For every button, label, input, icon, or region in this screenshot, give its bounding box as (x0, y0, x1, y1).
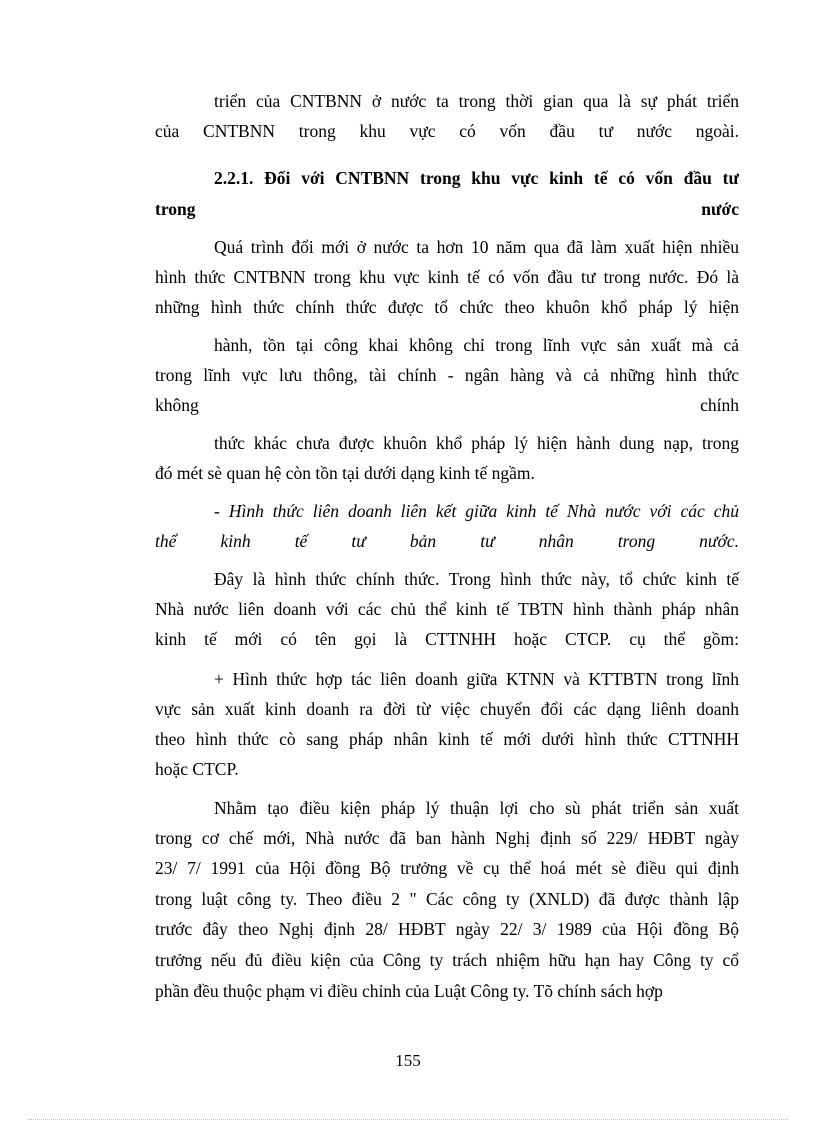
decree-line-3: 23/ 7/ 1991 của Hội đồng Bộ trưởng về cụ thể hoá mét sè điều qui định (155, 858, 739, 878)
italic-item-line-1: - Hình thức liên doanh liên kết giữa kinh tế Nhà nước với các chủ (214, 501, 739, 521)
page-bottom-divider (28, 1119, 788, 1120)
heading-word-nuoc: nước (701, 199, 739, 219)
word-chinh: chính (700, 395, 739, 415)
reform-line-3: những hình thức chính thức được tổ chức theo khuôn khổ pháp lý hiện (155, 297, 739, 317)
italic-word: tư (351, 531, 366, 551)
existing-line-3 (155, 394, 739, 416)
decree-line-1: Nhằm tạo điều kiện pháp lý thuận lợi cho sù phát triển sản xuất (214, 798, 739, 818)
italic-word: thể (155, 531, 177, 551)
decree-line-5: trước đây theo Nghị định 28/ HĐBT ngày 22/ 3/ 1989 của Hội đồng Bộ (155, 919, 739, 939)
official-line-3: kinh tế mới có tên gọi là CTTNHH hoặc CTCP. cụ thể gồm: (155, 629, 739, 649)
page-number: 155 (395, 1051, 421, 1070)
plus-item-line-2: vực sản xuất kinh doanh ra đời từ việc chuyển đổi các dạng liênh doanh (155, 699, 739, 719)
decree-line-2: trong cơ chế mới, Nhà nước đã ban hành Nghị định số 229/ HĐBT ngày (155, 828, 739, 848)
italic-word: tế (294, 531, 308, 551)
word-khong: không (155, 395, 199, 415)
existing-line-1: hành, tồn tại công khai không chỉ trong lĩnh vực sản xuất mà cả (214, 335, 739, 355)
italic-word: tư (480, 531, 495, 551)
informal-line-2: đó mét sè quan hệ còn tồn tại dưới dạng kinh tế ngầm. (155, 463, 535, 483)
heading-word-trong: trong (155, 199, 196, 219)
italic-word: trong (617, 531, 656, 551)
plus-item-line-3: theo hình thức cò sang pháp nhân kinh tế mới dưới hình thức CTTNHH (155, 729, 739, 749)
informal-line-1: thức khác chưa được khuôn khổ pháp lý hiện hành dung nạp, trong (214, 433, 739, 453)
section-heading: 2.2.1. Đối với CNTBNN trong khu vực kinh tế có vốn đầu tư (214, 168, 739, 188)
decree-line-7: phần đều thuộc phạm vi điều chỉnh của Luật Công ty. Tõ chính sách hợp (155, 981, 663, 1001)
existing-line-2: trong lĩnh vực lưu thông, tài chính - ngân hàng và cả những hình thức (155, 365, 739, 385)
italic-word: kinh (220, 531, 251, 551)
italic-word: bản (409, 531, 437, 551)
plus-item-line-4: hoặc CTCP. (155, 759, 239, 779)
intro-line-2: của CNTBNN trong khu vực có vốn đầu tư nước ngoài. (155, 121, 739, 141)
intro-line-1: triển của CNTBNN ở nước ta trong thời gian qua là sự phát triển (214, 91, 739, 111)
italic-word: nước. (699, 531, 739, 551)
decree-line-6: trưởng nếu đủ điều kiện của Công ty trách nhiệm hữu hạn hay Công ty cổ (155, 950, 739, 970)
italic-word: nhân (538, 531, 574, 551)
decree-line-4: trong luật công ty. Theo điều 2 " Các công ty (XNLD) đã được thành lập (155, 889, 739, 909)
official-line-2: Nhà nước liên doanh với các chủ thể kinh tế TBTN hình thành pháp nhân (155, 599, 739, 619)
official-line-1: Đây là hình thức chính thức. Trong hình thức này, tổ chức kinh tế (214, 569, 739, 589)
italic-item-line-2 (155, 530, 739, 552)
section-heading-line-2 (155, 198, 739, 220)
plus-item-line-1: + Hình thức hợp tác liên doanh giữa KTNN và KTTBTN trong lĩnh (214, 669, 739, 689)
reform-line-1: Quá trình đổi mới ở nước ta hơn 10 năm qua đã làm xuất hiện nhiều (214, 237, 739, 257)
reform-line-2: hình thức CNTBNN trong khu vực kinh tế có vốn đầu tư trong nước. Đó là (155, 267, 739, 287)
